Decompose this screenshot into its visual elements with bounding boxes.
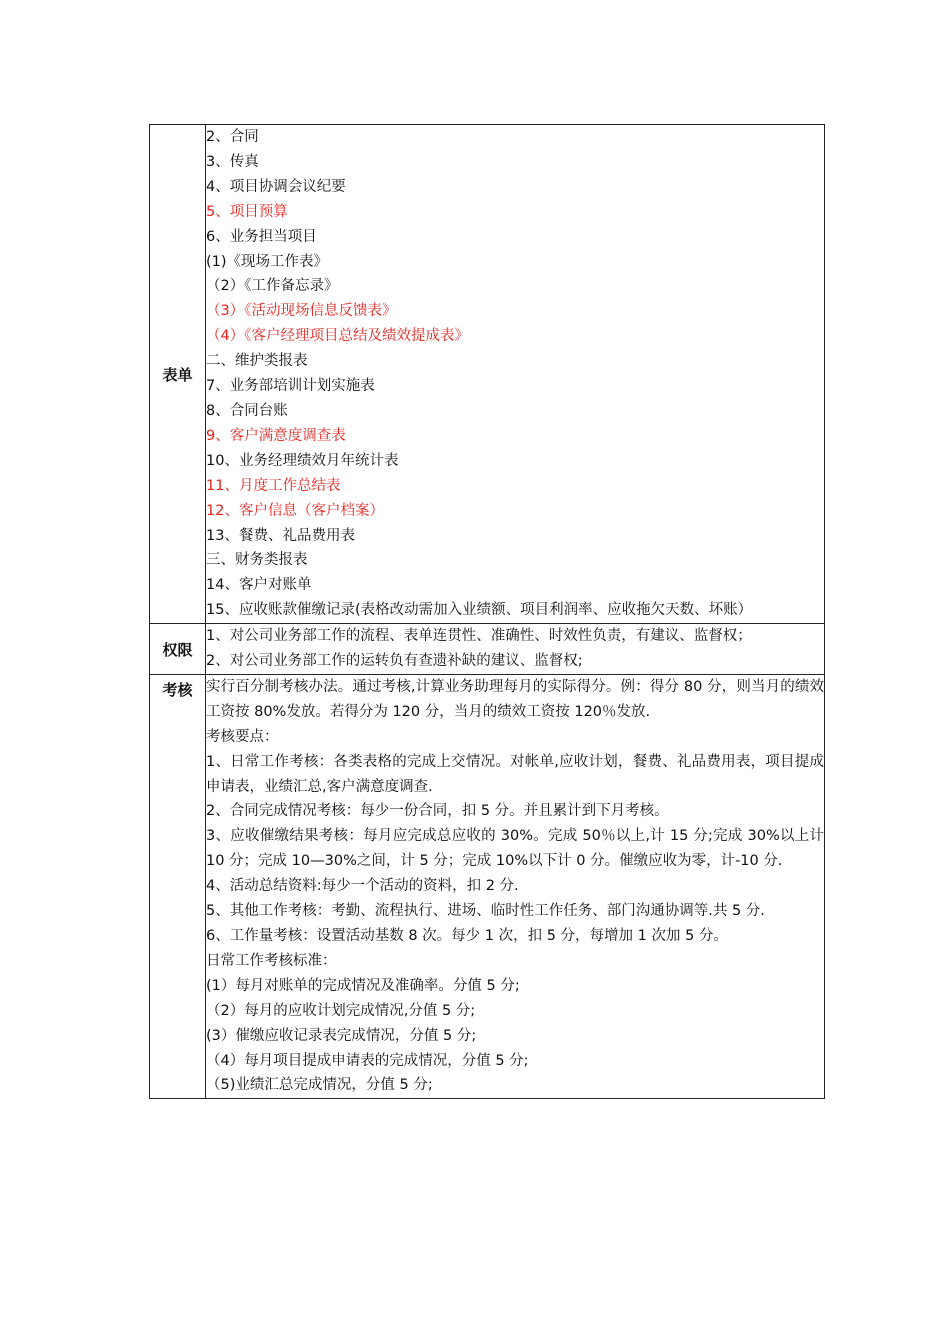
forms-content [206,125,825,624]
section-heading: 日常工作考核标准： [206,952,337,969]
list-item-highlighted: （4）《客户经理项目总结及绩效提成表》 [206,328,469,345]
list-item: 13、餐费、礼品费用表 [206,527,355,544]
list-item: 4、项目协调会议纪要 [206,178,346,195]
list-item: 10、业务经理绩效月年统计表 [206,452,399,469]
table-row-authority [150,624,825,675]
list-item: 2、合同 [206,129,259,145]
list-item: 1、日常工作考核：各类表格的完成上交情况。对帐单,应收计划，餐费、礼品费用表，项目提成申请表，业绩汇总,客户满意度调查. [206,753,824,795]
table-row-assessment [150,674,825,1098]
list-item: （4）每月项目提成申请表的完成情况，分值 5 分; [206,1052,529,1069]
list-item-highlighted: 9、客户满意度调查表 [206,427,346,444]
list-item: (3）催缴应收记录表完成情况，分值 5 分; [206,1027,477,1044]
list-item: 3、传真 [206,153,259,170]
list-item: 2、合同完成情况考核：每少一份合同，扣 5 分。并且累计到下月考核。 [206,803,669,820]
list-item: 6、工作量考核：设置活动基数 8 次。每少 1 次，扣 5 分，每增加 1 次加 5 分。 [206,928,728,944]
list-item: 14、客户对账单 [206,577,312,594]
row-label-authority: 权限 [150,624,206,675]
table-row-forms [150,125,825,624]
list-item: （5)业绩汇总完成情况，分值 5 分; [206,1077,433,1094]
list-item: 2、对公司业务部工作的运转负有查遗补缺的建议、监督权; [206,653,583,670]
list-item-highlighted: （3）《活动现场信息反馈表》 [206,303,397,320]
responsibility-table [149,124,829,1099]
list-item: （2）《工作备忘录》 [206,278,339,295]
list-item: 15、应收账款催缴记录(表格改动需加入业绩额、项目利润率、应收拖欠天数、坏账） [206,602,753,619]
list-item-highlighted: 12、客户信息（客户档案） [206,502,384,519]
list-item: 1、对公司业务部工作的流程、表单连贯性、准确性、时效性负责，有建议、监督权； [206,628,752,645]
list-item: （2）每月的应收计划完成情况,分值 5 分; [206,1002,476,1019]
section-heading: 考核要点： [206,728,279,745]
list-item: 8、合同台账 [206,402,288,419]
section-heading: 二、维护类报表 [206,353,308,370]
list-item: (1）每月对账单的完成情况及准确率。分值 5 分; [206,977,520,994]
list-item-highlighted: 5、项目预算 [206,203,288,220]
list-item: 4、活动总结资料:每少一个活动的资料，扣 2 分. [206,878,519,895]
list-item: 5、其他工作考核：考勤、流程执行、进场、临时性工作任务、部门沟通协调等.共 5 分. [206,903,765,920]
row-label-assessment: 考核 [150,674,206,1098]
list-item-highlighted: 11、月度工作总结表 [206,477,341,494]
list-item: 6、业务担当项目 [206,228,317,245]
list-item: (1)《现场工作表》 [206,253,329,270]
section-heading: 三、财务类报表 [206,552,308,569]
row-label-forms: 表单 [150,125,206,624]
assessment-content [206,674,829,1098]
list-item: 3、应收催缴结果考核：每月应完成总应收的 30%。完成 50％以上,计 15 分;完成 30%以上计 10 分；完成 10—30%之间，计 5 分；完成 10%以下计 0 分。催缴应收为零，计-10 分. [206,828,829,870]
paragraph: 实行百分制考核办法。通过考核,计算业务助理每月的实际得分。例：得分 80 分，则当月的绩效工资按 80%发放。若得分为 120 分，当月的绩效工资按 120％发放. [206,678,824,720]
list-item: 7、业务部培训计划实施表 [206,378,375,395]
authority-content [206,624,825,675]
